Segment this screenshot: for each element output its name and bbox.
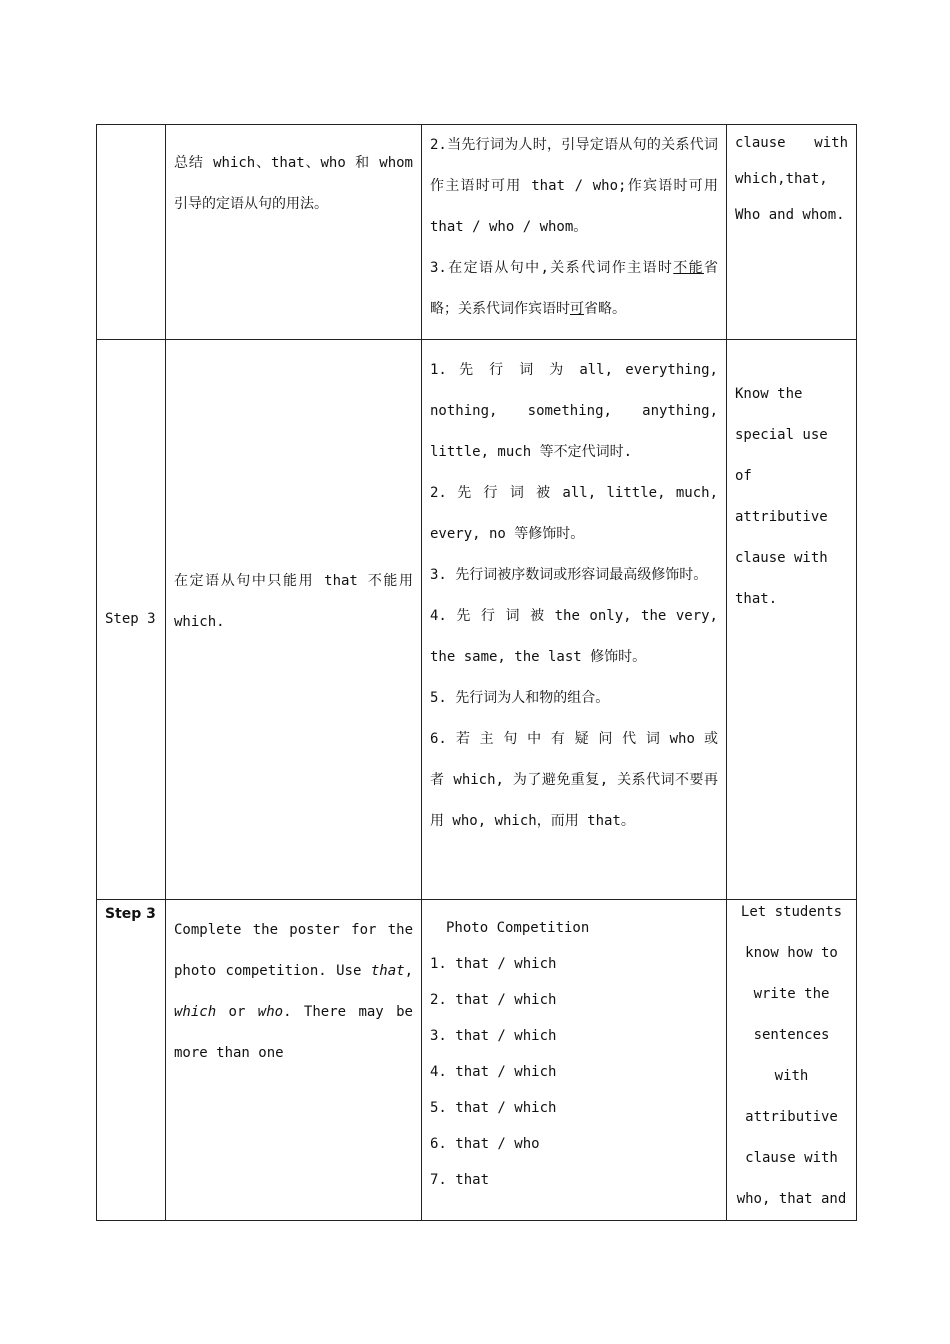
activity-cell <box>166 900 422 1221</box>
step-cell <box>97 900 166 1221</box>
step-cell <box>97 125 166 340</box>
answer-item: 2. that / which <box>430 992 557 1008</box>
content-item: 4. 先 行 词 被 the only, the very, the same, the last 修饰时。 <box>430 608 718 665</box>
activity-text: 总结 which、that、who 和 whom 引导的定语从句的用法。 <box>174 155 413 212</box>
lesson-plan-table <box>96 124 857 1221</box>
purpose-text: clause with which,that, Who and whom. <box>735 135 848 223</box>
activity-text: Complete the poster for the photo competition. Use that, which or who. There may be more than one <box>174 922 413 1061</box>
step-cell <box>97 340 166 900</box>
answer-item: 3. that / which <box>430 1028 557 1044</box>
content-cell <box>422 340 727 900</box>
purpose-cell <box>727 340 857 900</box>
purpose-text: Know the special use of attributive clause with that. <box>735 386 828 607</box>
answer-item: 1. that / which <box>430 956 557 972</box>
table-row <box>97 125 857 340</box>
content-cell <box>422 125 727 340</box>
content-cell <box>422 900 727 1221</box>
content-item: 2. 先 行 词 被 all, little, much, every, no 等修饰时。 <box>430 485 718 542</box>
answer-item: 6. that / who <box>430 1136 540 1152</box>
step-label: Step 3 <box>105 611 156 627</box>
purpose-text: Let students know how to write the sentences with attributive clause with who, that and <box>736 904 847 1207</box>
activity-cell <box>166 340 422 900</box>
content-item: 2.当先行词为人时，引导定语从句的关系代词 作主语时可用 that / who;作宾语时可用 that / who / whom。 <box>430 137 718 235</box>
content-item: 5. 先行词为人和物的组合。 <box>430 690 610 706</box>
activity-cell <box>166 125 422 340</box>
underlined-text: 不能 <box>673 260 704 276</box>
answer-item: 7. that <box>430 1172 490 1188</box>
table-row <box>97 340 857 900</box>
content-item: 1. 先 行 词 为 all, everything, nothing, something, anything, little, much 等不定代词时. <box>430 362 718 460</box>
content-item: 6. 若 主 句 中 有 疑 问 代 词 who 或 者 which, 为了避免重复, 关系代词不要再用 who, which，而用 that。 <box>430 731 718 829</box>
activity-text: 在定语从句中只能用 that 不能用 which. <box>174 572 413 630</box>
step-label: Step 3 <box>105 906 156 922</box>
underlined-text: 可 <box>570 301 584 317</box>
purpose-cell <box>727 125 857 340</box>
answer-item: 5. that / which <box>430 1100 557 1116</box>
answer-item: 4. that / which <box>430 1064 557 1080</box>
content-item: 3. 先行词被序数词或形容词最高级修饰时。 <box>430 567 708 583</box>
purpose-cell <box>727 900 857 1221</box>
poster-title: Photo Competition <box>446 920 590 936</box>
table-row <box>97 900 857 1221</box>
content-item: 3.在定语从句中,关系代词作主语时不能省略；关系代词作宾语时可省略。 <box>430 260 718 317</box>
